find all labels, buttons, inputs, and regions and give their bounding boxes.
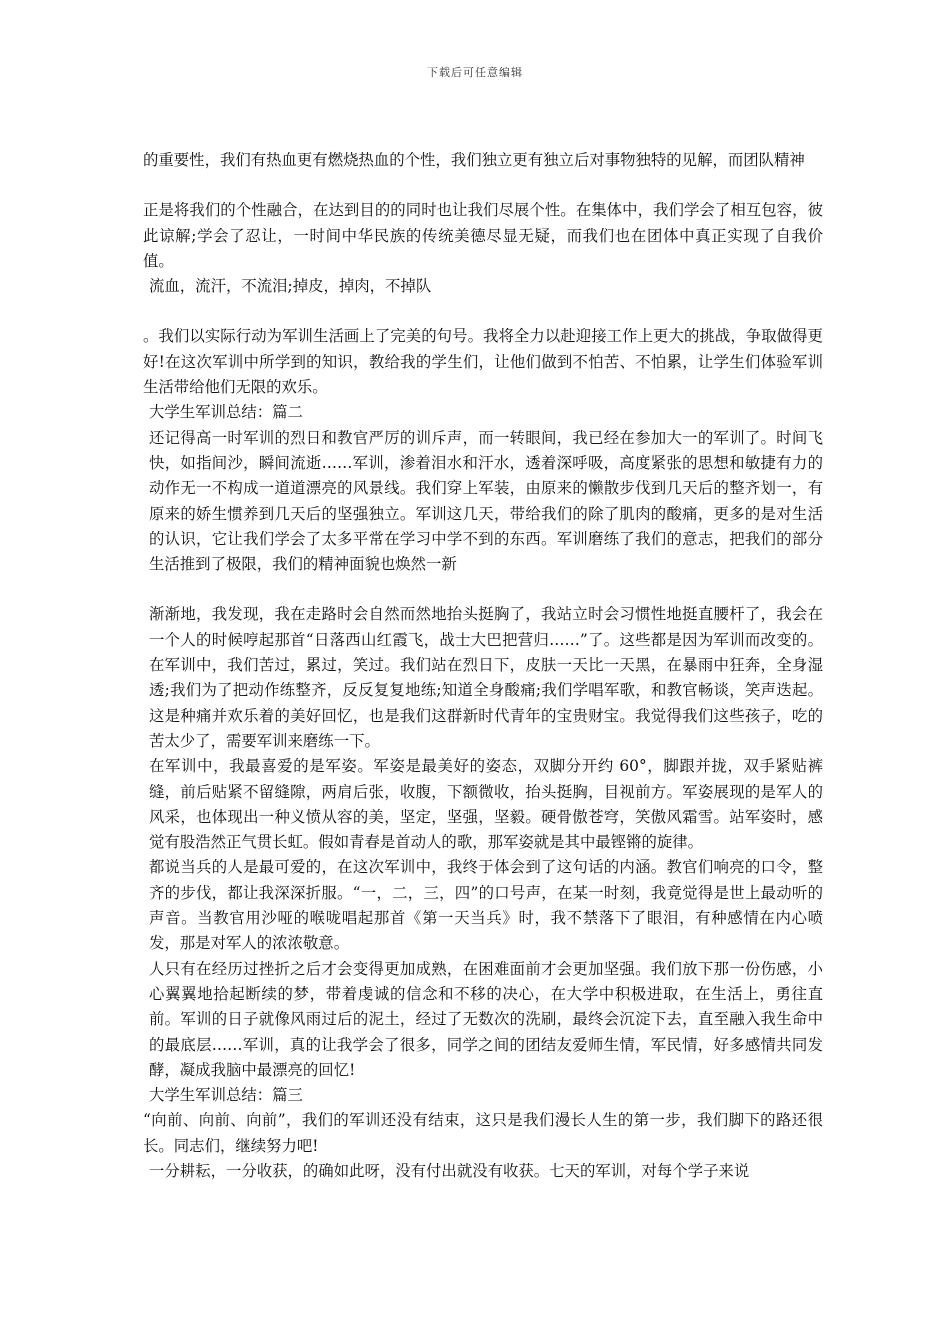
paragraph-5: 还记得高一时军训的烈日和教官严厉的训斥声，而一转眼间，我已经在参加大一的军训了。时间飞快，如指间沙，瞬间流逝……军训，渗着泪水和汗水，透着深呼吸，高度紧张的思想和敏捷有力的动作无一不构成一道道漂亮的风景线。我们穿上军装，由原来的懒散步伐到几天后的整齐划一，有原来的娇生惯养到几天后的坚强独立。军训这几天，带给我们的除了肌肉的酸痛，更多的是对生活的认识，它让我们学会了太多平常在学习中学不到的东西。军训磨练了我们的意志，把我们的部分生活推到了极限，我们的精神面貌也焕然一新 xyxy=(149,428,823,574)
paragraph-8: 都说当兵的人是最可爱的，在这次军训中，我终于体会到了这句话的内涵。教官们响亮的口令，整齐的步伐，都让我深深折服。“一，二，三，四”的口号声，在某一时刻，我竟觉得是世上最动听的声音。当教官用沙哑的喉咙唱起那首《第一天当兵》时，我不禁落下了眼泪，有种感情在内心喷发，那是对军人的浓浓敬意。 xyxy=(149,858,823,953)
paragraph-1: 的重要性，我们有热血更有燃烧热血的个性，我们独立更有独立后对事物独特的见解，而团队精神 xyxy=(143,151,805,169)
paragraph-10: “向前、向前、向前”，我们的军训还没有结束，这只是我们漫长人生的第一步，我们脚下的路还很长。同志们，继续努力吧! xyxy=(143,1111,823,1155)
paragraph-11: 一分耕耘，一分收获，的确如此呀，没有付出就没有收获。七天的军训，对每个学子来说 xyxy=(149,1161,750,1180)
paragraph-9: 人只有在经历过挫折之后才会变得更加成熟，在困难面前才会更加坚强。我们放下那一份伤感，小心翼翼地拾起断续的梦，带着虔诚的信念和不移的决心，在大学中积极进取，在生活上，勇往直前。军训的日子就像风雨过后的泥土，经过了无数次的洗刷，最终会沉淀下去，直至融入我生命中的最底层……军训，真的让我学会了很多，同学之间的团结友爱师生情，军民情，好多感情共同发酵，凝成我脑中最漂亮的回忆! xyxy=(149,959,823,1079)
paragraph-4: 。我们以实际行动为军训生活画上了完美的句号。我将全力以赴迎接工作上更大的挑战，争取做得更好!在这次军训中所学到的知识，教给我的学生们，让他们做到不怕苦、不怕累，让学生们体验军训生活带给他们无限的欢乐。 xyxy=(143,327,823,397)
paragraph-7: 在军训中，我最喜爱的是军姿。军姿是最美好的姿态，双脚分开约 60°，脚跟并拢，双手紧贴裤缝，前后贴紧不留缝隙，两肩后张，收腹，下额微收，抬头挺胸，目视前方。军姿展现的是军人的风采，也体现出一种义愤从容的美，坚定，坚强，坚毅。硬骨傲苍穹，笑傲风霜雪。站军姿时，感觉有股浩然正气贯长虹。假如青春是首动人的歌，那军姿就是其中最铿锵的旋律。 xyxy=(149,757,823,852)
page-header: 下载后可任意编辑 xyxy=(427,66,523,79)
paragraph-3: 流血，流汗，不流泪;掉皮，掉肉，不掉队 xyxy=(149,277,432,296)
document-body xyxy=(143,148,823,1184)
paragraph-2: 正是将我们的个性融合，在达到目的的同时也让我们尽展个性。在集体中，我们学会了相互包容，彼此谅解;学会了忍让，一时间中华民族的传统美德尽显无疑，而我们也在团体中真正实现了自我价值。 xyxy=(143,201,823,270)
section-heading-3: 大学生军训总结：篇三 xyxy=(149,1086,303,1105)
section-heading-2: 大学生军训总结：篇二 xyxy=(149,403,303,422)
paragraph-6: 渐渐地，我发现，我在走路时会自然而然地抬头挺胸了，我站立时会习惯性地挺直腰杆了，我会在一个人的时候哼起那首“日落西山红霞飞，战士大巴把营归……”了。这些都是因为军训而改变的。在军训中，我们苦过，累过，笑过。我们站在烈日下，皮肤一天比一天黑，在暴雨中狂奔，全身湿透;我们为了把动作练整齐，反反复复地练;知道全身酸痛;我们学唱军歌，和教官畅谈，笑声迭起。这是种痛并欢乐着的美好回忆，也是我们这群新时代青年的宝贵财宝。我觉得我们这些孩子，吃的苦太少了，需要军训来磨练一下。 xyxy=(149,605,823,750)
